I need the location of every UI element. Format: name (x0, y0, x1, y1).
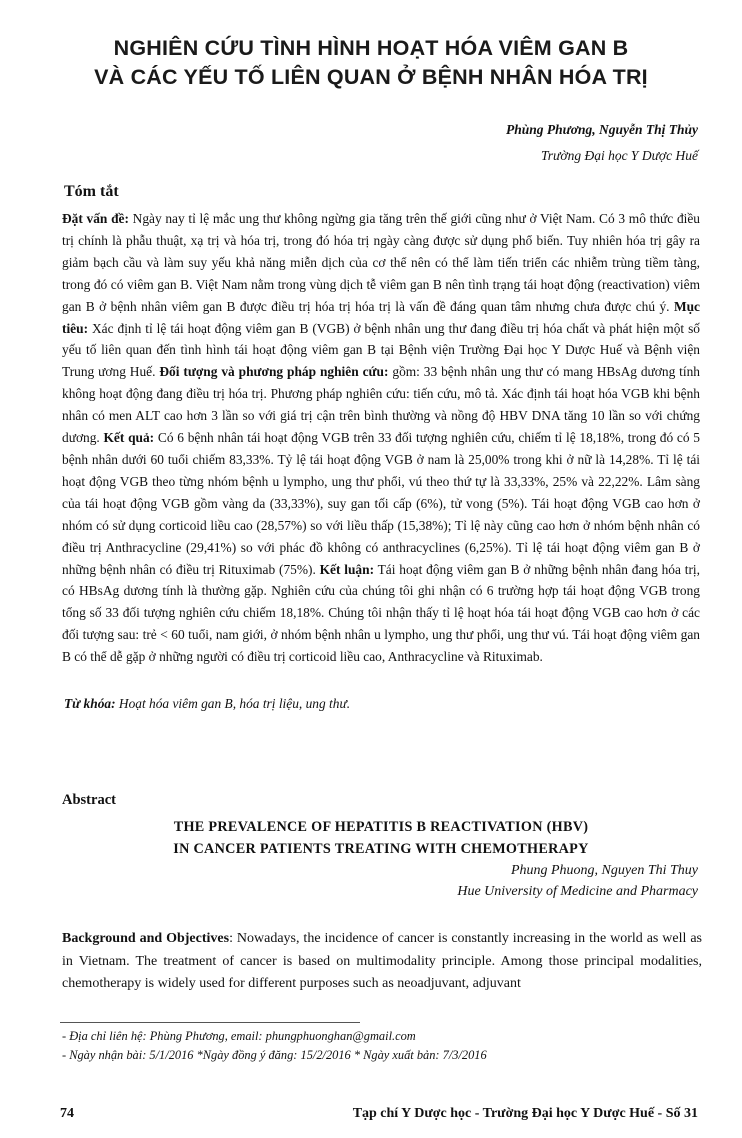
english-title (62, 816, 700, 860)
vietnamese-abstract-paragraph (62, 208, 700, 668)
doi-tuong-label: Đối tượng và phương pháp nghiên cứu: (159, 364, 389, 380)
dat-van-de-text: Ngày nay tỉ lệ mắc ung thư không ngừng gia tăng trên thế giới cũng như ở Việt Nam. Có 3 mô thức điều trị chính là phẫu thuật, xạ trị và hóa trị, trong đó hóa trị ngày càng được sử dụng phổ biến. Tuy nhiên hóa trị gây ra giảm bạch cầu và làm suy yếu khả năng miễn dịch của cơ thể nên có thể làm tiến triển các nhiễm trùng tiềm tàng, trong đó có viêm gan B. Việt Nam nằm trong vùng dịch tễ viêm gan B nên tình trạng tái hoạt động (reactivation) viêm gan B ở bệnh nhân viêm gan B được điều trị hóa trị hóa trị là vấn đề đáng quan tâm nhưng chưa được chú ý. (62, 211, 700, 314)
background-label: Background and Objectives (62, 931, 230, 946)
page-number: 74 (60, 1106, 74, 1121)
dat-van-de-label: Đặt vấn đề: (62, 211, 129, 226)
article-title-line-2: VÀ CÁC YẾU TỐ LIÊN QUAN Ở BỆNH NHÂN HÓA TRỊ (94, 65, 648, 89)
doi-tuong-text: gồm: 33 bệnh nhân ung thư có mang HBsAg dương tính không hoạt động đang điều trị hóa trị. Phương pháp nghiên cứu: tiến cứu, mô tả. Xác định tái hoạt hóa VGB khi bệnh nhân có men ALT cao hơn 3 lần so với giá trị cận trên bình thường và nồng độ HBV DNA tăng 10 lần so với chứng dương. (62, 364, 701, 446)
keywords-label: Từ khóa: (64, 696, 116, 711)
keywords (64, 694, 700, 714)
english-title-line-1: THE PREVALENCE OF HEPATITIS B REACTIVATION (HBV) (173, 819, 589, 835)
footnote-divider (60, 1022, 360, 1023)
authors: Phùng Phương, Nguyễn Thị Thủy (506, 122, 698, 137)
ket-qua-label: Kết quả: (103, 430, 155, 446)
vietnamese-abstract (62, 208, 700, 668)
english-abstract-body (62, 928, 702, 996)
tom-tat-heading: Tóm tắt (64, 183, 119, 200)
dates-footnote: - Ngày nhận bài: 5/1/2016 *Ngày đồng ý đăng: 15/2/2016 * Ngày xuất bản: 7/3/2016 (62, 1048, 487, 1062)
muc-tieu-label: Mục tiêu: (62, 298, 700, 336)
english-authors: Phung Phuong, Nguyen Thi Thuy (510, 863, 698, 878)
contact-footnote: - Địa chỉ liên hệ: Phùng Phương, email: phungphuonghan@gmail.com (62, 1029, 416, 1043)
ket-qua-text: Có 6 bệnh nhân tái hoạt động VGB trên 33 đối tượng nghiên cứu, chiếm tỉ lệ 18,18%, trong đó có 5 bệnh nhân dưới 60 tuổi chiếm 83,33%. Tỷ lệ tái hoạt động VGB ở nam là 25,00% trong khi ở nữ là 14,28%. Tỉ lệ tái hoạt động VGB theo từng nhóm bệnh u lympho, ung thư phổi, vú theo thứ tự là 33,33%, 25% và 22,22%. Lâm sàng của tái hoạt động VGB gồm vàng da (33,33%), suy gan tối cấp (6%), tử vong (5%). Tái hoạt động VGB cao hơn ở nhóm có sử dụng corticoid liều cao (28,57%) so với liều thấp (15,38%); Tỉ lệ này cũng cao hơn ở nhóm bệnh nhân có điều trị Anthracycline (29,41%) so với phác đồ không có anthracyclines (6,25%). Tỉ lệ tái hoạt động viêm gan B ở những bệnh nhân có điều trị Rituximab (75%). (62, 430, 701, 577)
ket-luan-text: Tái hoạt động viêm gan B ở những bệnh nhân đang hóa trị, có HBsAg dương tính là thường gặp. Nghiên cứu của chúng tôi ghi nhận có 6 trường hợp tái hoạt động VGB trong tổng số 33 đối tượng nghiên cứu chiếm 18,18%. Chúng tôi nhận thấy tỉ lệ hoạt hóa tái hoạt động VGB cao hơn ở các đối tượng sau: trẻ < 60 tuổi, nam giới, ở nhóm bệnh nhân u lympho, ung thư phổi, ung thư vú. Tái hoạt động viêm gan B có thể dễ gặp ở những người có điều trị corticoid liều cao, Anthracycline và Rituximab. (62, 561, 701, 665)
background-text: : Nowadays, the incidence of cancer is constantly increasing in the world as well as in Vietnam. The treatment of cancer is based on multimodality principle. Among those principal modalities, chemotherapy is widely used for different purposes such as neoadjuvant, adjuvant (62, 931, 702, 991)
abstract-heading: Abstract (62, 792, 116, 808)
vietnamese-byline (506, 117, 698, 169)
journal-footer: Tạp chí Y Dược học - Trường Đại học Y Dược Huế - Số 31 (352, 1106, 698, 1121)
muc-tieu-text: Xác định tỉ lệ tái hoạt động viêm gan B (VGB) ở bệnh nhân ung thư đang điều trị hóa chất và phát hiện một số yếu tố liên quan đến tình hình tái hoạt động viêm gan B tại Bệnh viện Trường Đại học Y Dược Huế và Bệnh viện Trung ương Huế. (62, 320, 700, 380)
ket-luan-label: Kết luận: (319, 561, 375, 577)
article-title-line-1: NGHIÊN CỨU TÌNH HÌNH HOẠT HÓA VIÊM GAN B (113, 36, 629, 60)
article-title (60, 34, 682, 92)
affiliation: Trường Đại học Y Dược Huế (540, 148, 698, 163)
footnotes (62, 1027, 682, 1065)
keywords-text: Hoạt hóa viêm gan B, hóa trị liệu, ung thư. (115, 696, 351, 711)
english-title-line-2: IN CANCER PATIENTS TREATING WITH CHEMOTHERAPY (173, 841, 589, 857)
english-byline (457, 860, 698, 902)
background-paragraph (62, 928, 702, 996)
english-affiliation: Hue University of Medicine and Pharmacy (457, 884, 698, 899)
